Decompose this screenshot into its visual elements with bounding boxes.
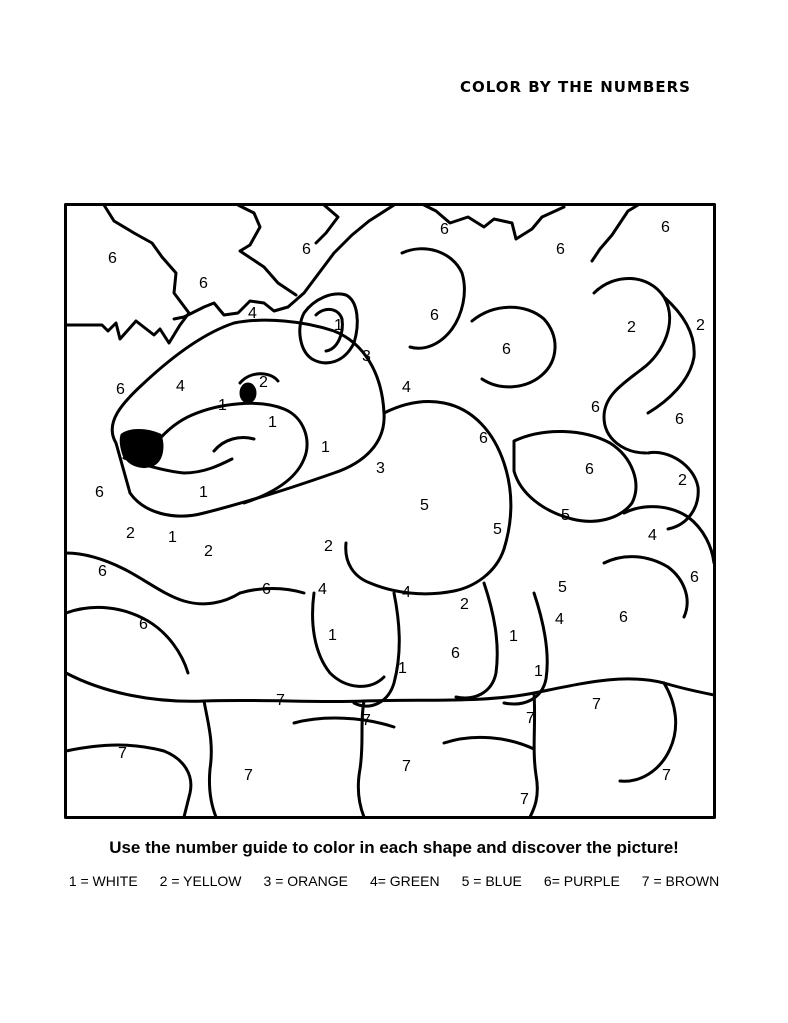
region-number: 4 bbox=[402, 379, 411, 396]
region-number: 4 bbox=[402, 584, 411, 601]
region-number: 6 bbox=[139, 616, 148, 633]
region-number: 6 bbox=[661, 219, 670, 236]
region-number: 7 bbox=[520, 791, 529, 808]
region-number: 2 bbox=[126, 525, 135, 542]
region-number: 6 bbox=[591, 399, 600, 416]
region-number: 6 bbox=[585, 461, 594, 478]
region-number: 1 bbox=[509, 628, 518, 645]
region-number: 1 bbox=[321, 439, 330, 456]
region-number: 6 bbox=[116, 381, 125, 398]
region-number: 4 bbox=[318, 581, 327, 598]
legend-item: 3 = ORANGE bbox=[263, 873, 348, 889]
region-number: 2 bbox=[696, 317, 705, 334]
region-number: 7 bbox=[244, 767, 253, 784]
region-number: 2 bbox=[678, 472, 687, 489]
region-number: 2 bbox=[460, 596, 469, 613]
region-number: 4 bbox=[176, 378, 185, 395]
region-number: 3 bbox=[376, 460, 385, 477]
region-number: 6 bbox=[302, 241, 311, 258]
coloring-picture bbox=[64, 203, 716, 819]
region-number: 4 bbox=[248, 305, 257, 322]
region-number: 5 bbox=[561, 507, 570, 524]
region-number: 7 bbox=[362, 712, 371, 729]
region-number: 6 bbox=[619, 609, 628, 626]
region-number: 2 bbox=[324, 538, 333, 555]
region-number: 4 bbox=[648, 527, 657, 544]
region-number: 6 bbox=[95, 484, 104, 501]
region-number: 1 bbox=[328, 627, 337, 644]
region-number: 4 bbox=[555, 611, 564, 628]
region-number: 5 bbox=[420, 497, 429, 514]
region-number: 6 bbox=[451, 645, 460, 662]
region-number: 1 bbox=[268, 414, 277, 431]
region-number: 6 bbox=[262, 581, 271, 598]
region-number: 6 bbox=[108, 250, 117, 267]
legend-item: 2 = YELLOW bbox=[159, 873, 242, 889]
region-number: 6 bbox=[479, 430, 488, 447]
region-number: 5 bbox=[493, 521, 502, 538]
region-number: 1 bbox=[199, 484, 208, 501]
region-number: 7 bbox=[402, 758, 411, 775]
region-number: 2 bbox=[204, 543, 213, 560]
region-number: 6 bbox=[440, 221, 449, 238]
region-number: 6 bbox=[675, 411, 684, 428]
region-number: 7 bbox=[118, 745, 127, 762]
region-number: 7 bbox=[276, 692, 285, 709]
region-number: 6 bbox=[502, 341, 511, 358]
region-number: 6 bbox=[690, 569, 699, 586]
region-number: 6 bbox=[556, 241, 565, 258]
legend-item: 6= PURPLE bbox=[543, 873, 620, 889]
region-number: 5 bbox=[558, 579, 567, 596]
legend-item: 5 = BLUE bbox=[461, 873, 522, 889]
region-number: 6 bbox=[98, 563, 107, 580]
region-number: 1 bbox=[218, 397, 227, 414]
legend-item: 7 = BROWN bbox=[641, 873, 720, 889]
region-number: 1 bbox=[168, 529, 177, 546]
region-number: 2 bbox=[259, 374, 268, 391]
region-number: 7 bbox=[662, 767, 671, 784]
legend-item: 1 = WHITE bbox=[68, 873, 138, 889]
region-number: 1 bbox=[534, 663, 543, 680]
page-title: COLOR BY THE NUMBERS bbox=[460, 78, 691, 96]
instructions-text: Use the number guide to color in each shape and discover the picture! bbox=[109, 838, 679, 857]
region-number: 3 bbox=[362, 348, 371, 365]
region-number: 1 bbox=[334, 317, 343, 334]
region-number: 7 bbox=[592, 696, 601, 713]
region-number: 6 bbox=[430, 307, 439, 324]
legend-item: 4= GREEN bbox=[369, 873, 440, 889]
region-number: 1 bbox=[398, 660, 407, 677]
region-number: 2 bbox=[627, 319, 636, 336]
color-legend bbox=[0, 873, 788, 889]
region-number: 6 bbox=[199, 275, 208, 292]
region-number: 7 bbox=[526, 710, 535, 727]
